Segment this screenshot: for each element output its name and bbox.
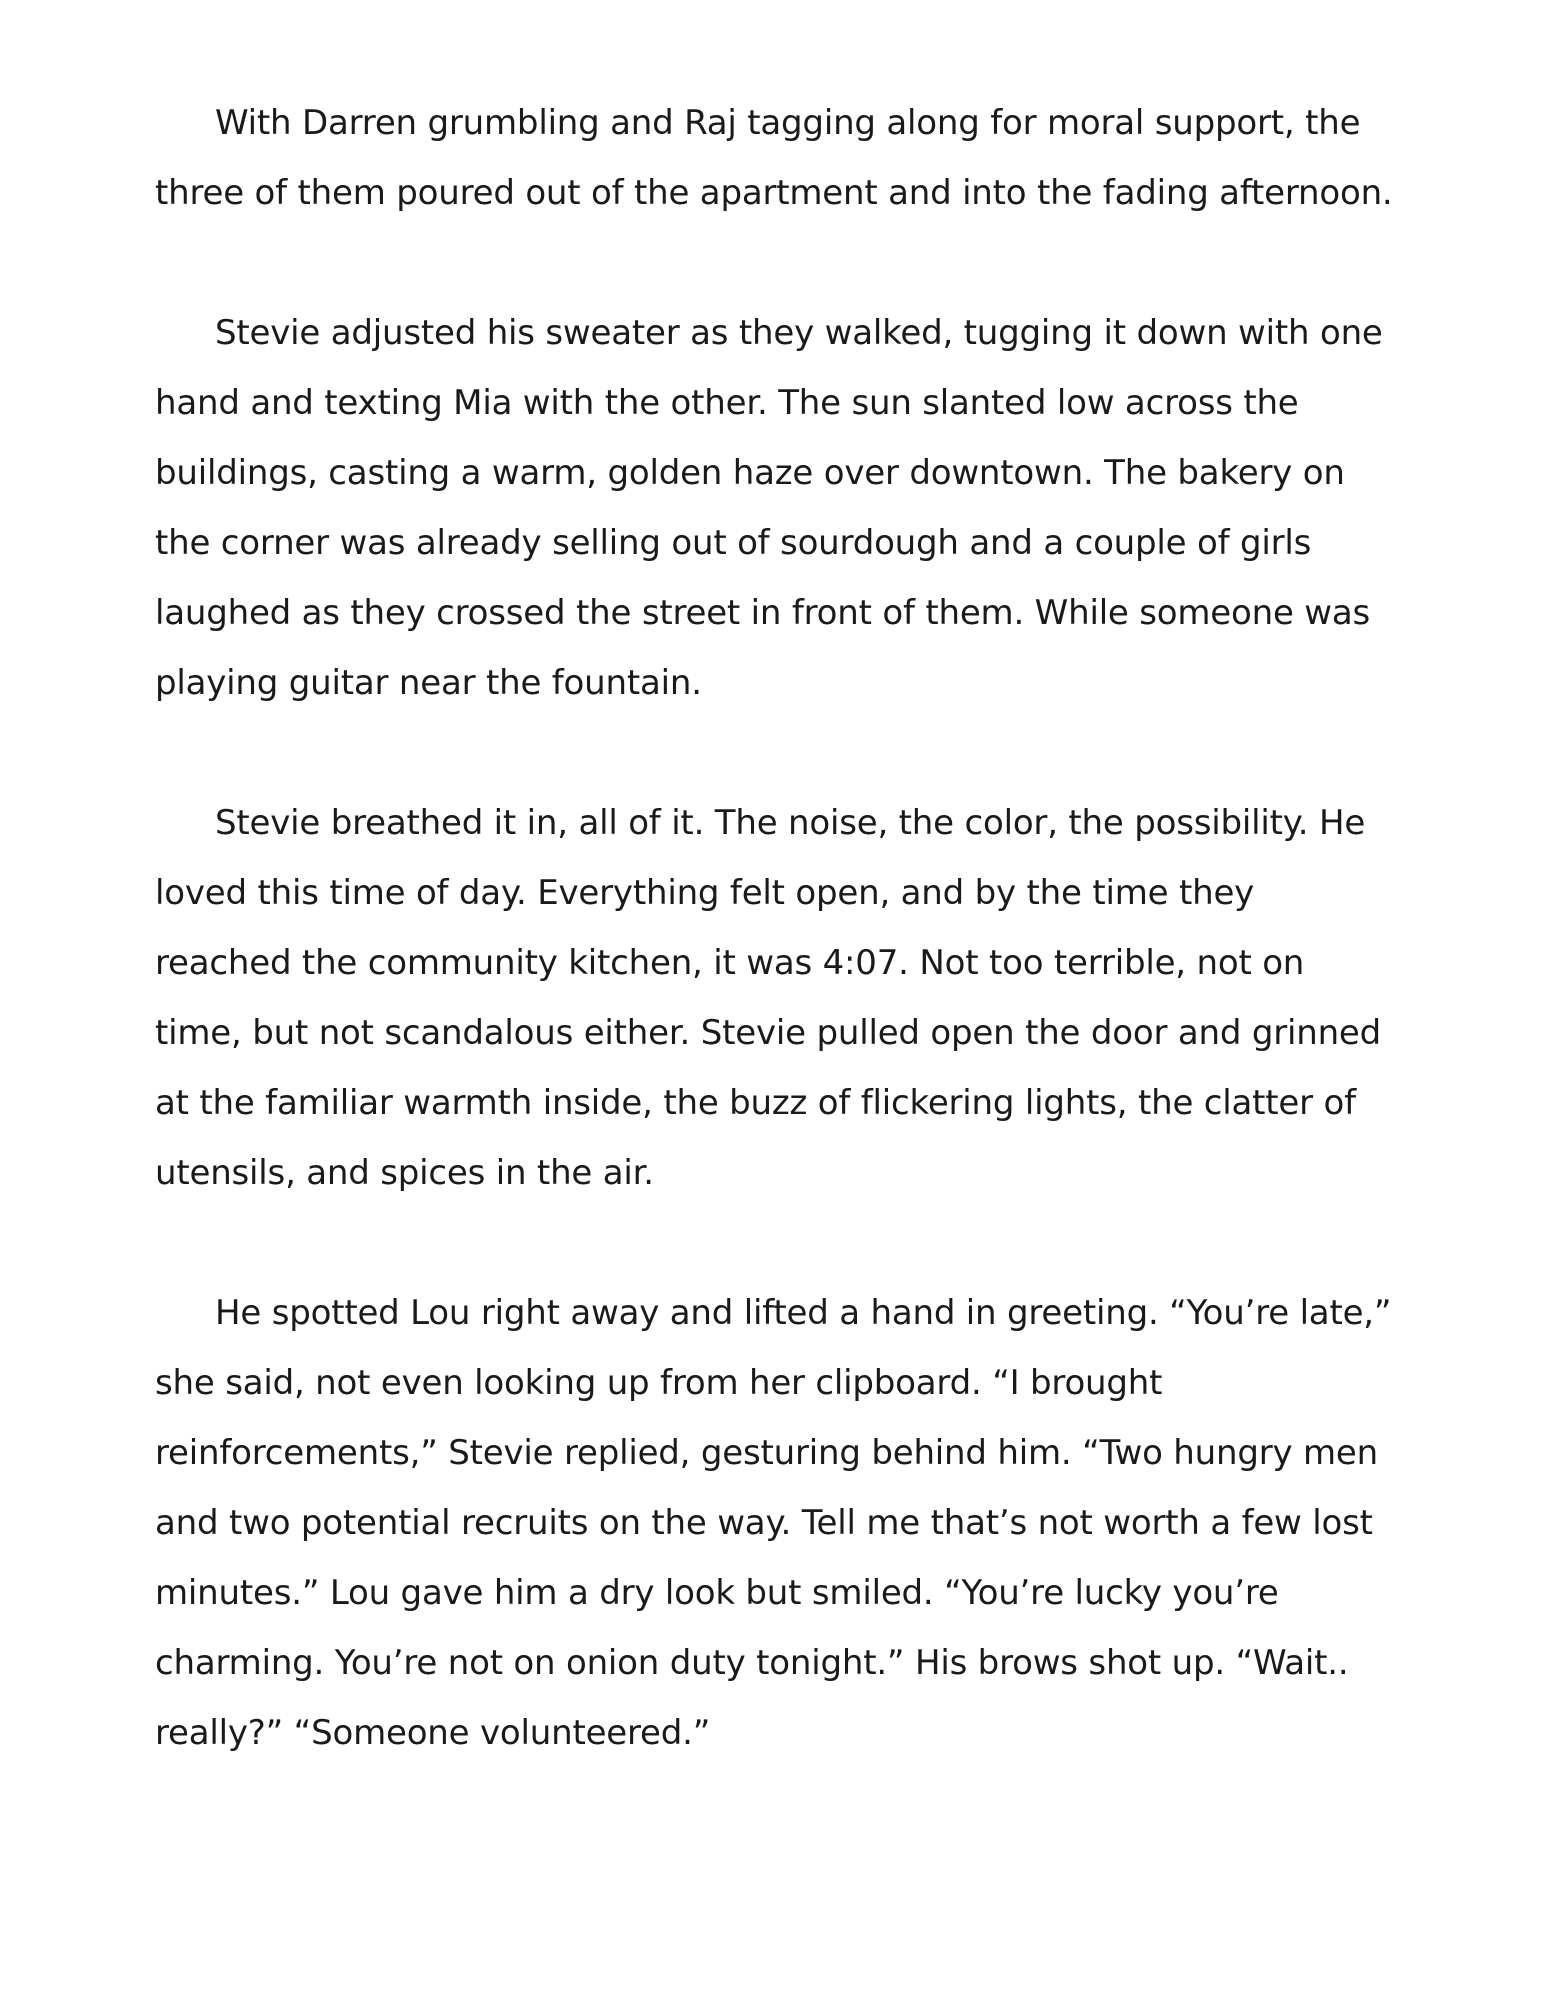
document-body — [155, 88, 1400, 1768]
paragraph: Stevie adjusted his sweater as they walked, tugging it down with one hand and texting Mia with the other. The sun slanted low across the buildings, casting a warm, golden haze over downtown. The bakery on the corner was already selling out of sourdough and a couple of girls laughed as they crossed the street in front of them. While someone was playing guitar near the fountain. — [155, 313, 1383, 703]
paragraph: He spotted Lou right away and lifted a hand in greeting. “You’re late,” she said, not even looking up from her clipboard. “I brought reinforcements,” Stevie replied, gesturing behind him. “Two hungry men and two potential recruits on the way. Tell me that’s not worth a few lost minutes.” Lou gave him a dry look but smiled. “You’re lucky you’re charming. You’re not on onion duty tonight.” His brows shot up. “Wait.. really?” “Someone volunteered.” — [155, 1293, 1392, 1753]
paragraph: With Darren grumbling and Raj tagging along for moral support, the three of them poured out of the apartment and into the fading afternoon. — [155, 103, 1393, 213]
paragraph: Stevie breathed it in, all of it. The noise, the color, the possibility. He loved this time of day. Everything felt open, and by the time they reached the community kitchen, it was 4:07. Not too terrible, not on time, but not scandalous either. Stevie pulled open the door and grinned at the familiar warmth inside, the buzz of flickering lights, the clatter of utensils, and spices in the air. — [155, 803, 1382, 1193]
